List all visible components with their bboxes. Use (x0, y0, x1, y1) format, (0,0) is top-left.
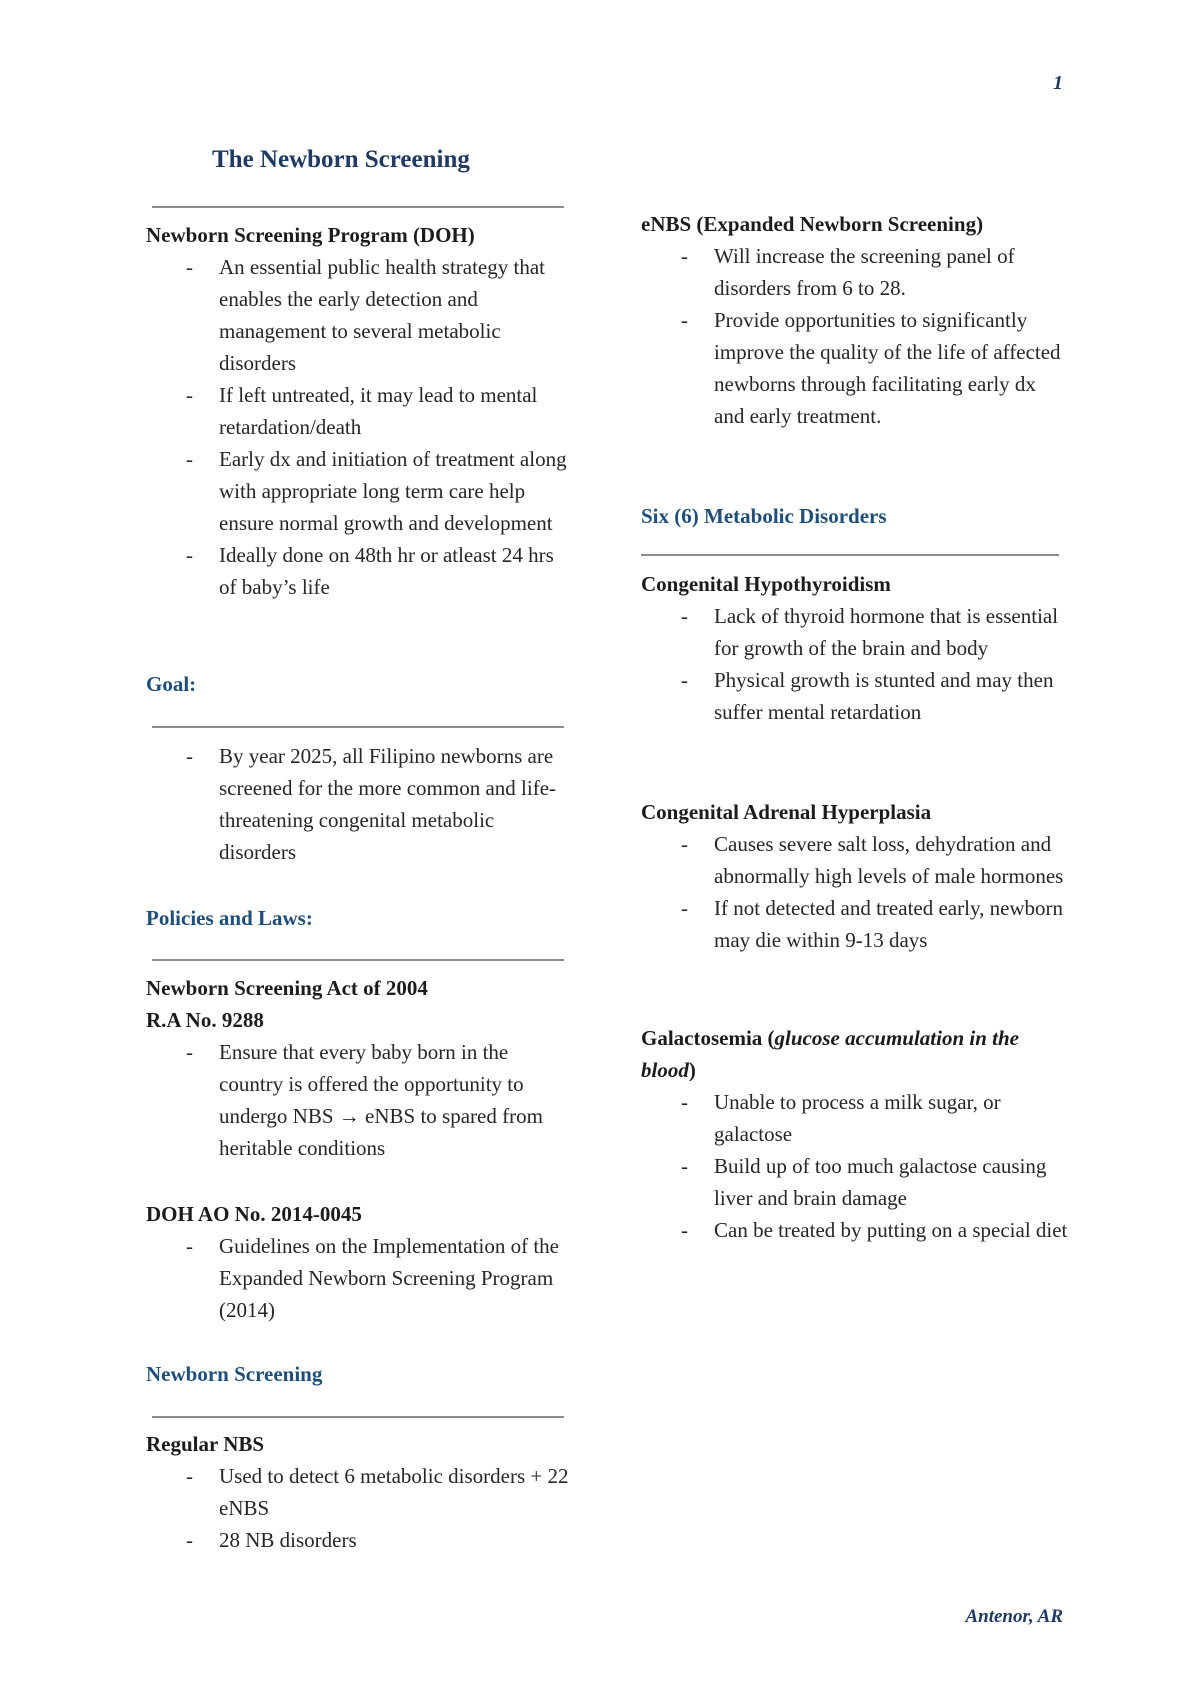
galactosemia-list (641, 1086, 1071, 1246)
program-list (146, 251, 576, 603)
goal-heading: Goal: (146, 672, 197, 696)
galactosemia-heading-close: ) (688, 1058, 696, 1082)
six-heading: Six (6) Metabolic Disorders (641, 504, 887, 528)
act-heading: Newborn Screening Act of 2004 (146, 976, 428, 1000)
goal-divider (152, 726, 564, 728)
hypothyroidism-heading: Congenital Hypothyroidism (641, 572, 891, 596)
policies-heading: Policies and Laws: (146, 906, 313, 930)
enbs-section (641, 208, 1071, 432)
galactosemia-heading-italic: glucose accumulation in the blood (641, 1026, 1019, 1082)
regular-nbs-heading: Regular NBS (146, 1432, 265, 1456)
page-number: 1 (1053, 72, 1063, 94)
footer-author: Antenor, AR (965, 1606, 1063, 1627)
ao-list (146, 1230, 576, 1326)
galactosemia-section (641, 1022, 1071, 1246)
document-title: The Newborn Screening (212, 146, 470, 173)
enbs-list (641, 240, 1071, 432)
list-item: - Will increase the screening panel of disorders from 6 to 28. (641, 240, 1071, 304)
list-item: - Used to detect 6 metabolic disorders + 22 eNBS (146, 1460, 576, 1524)
regular-nbs-list (146, 1460, 576, 1556)
list-item: - If left untreated, it may lead to mental retardation/death (146, 379, 576, 443)
goal-list-block (146, 740, 576, 868)
galactosemia-heading (641, 1022, 1071, 1086)
list-item: - Causes severe salt loss, dehydration and abnormally high levels of male hormones (641, 828, 1071, 892)
list-item: - Provide opportunities to significantly improve the quality of the life of affected newborns through facilitating early dx and early treatment. (641, 304, 1071, 432)
list-item: - Physical growth is stunted and may then suffer mental retardation (641, 664, 1071, 728)
act-list (146, 1036, 576, 1164)
list-item: - By year 2025, all Filipino newborns are screened for the more common and life-threatening congenital metabolic disorders (146, 740, 576, 868)
list-item: - Lack of thyroid hormone that is essential for growth of the brain and body (641, 600, 1071, 664)
goal-list (146, 740, 576, 868)
act-subheading: R.A No. 9288 (146, 1008, 264, 1032)
policies-divider (152, 959, 564, 961)
adrenal-list (641, 828, 1071, 956)
screening-heading: Newborn Screening (146, 1362, 323, 1386)
adrenal-section (641, 796, 1071, 956)
goal-section (146, 668, 576, 700)
list-item: - Guidelines on the Implementation of the Expanded Newborn Screening Program (2014) (146, 1230, 576, 1326)
hypothyroidism-list (641, 600, 1071, 728)
program-heading: Newborn Screening Program (DOH) (146, 223, 475, 247)
list-item: - Early dx and initiation of treatment along with appropriate long term care help ensure normal growth and development (146, 443, 576, 539)
galactosemia-heading-main: Galactosemia ( (641, 1026, 775, 1050)
ao-heading: DOH AO No. 2014-0045 (146, 1202, 362, 1226)
title-divider (152, 206, 564, 208)
hypothyroidism-section (641, 568, 1071, 728)
list-item: - Ensure that every baby born in the country is offered the opportunity to undergo NBS → eNBS to spared from heritable conditions (146, 1036, 576, 1164)
list-item: - 28 NB disorders (146, 1524, 576, 1556)
screening-section (146, 1358, 576, 1390)
ao-section (146, 1198, 576, 1326)
adrenal-heading: Congenital Adrenal Hyperplasia (641, 800, 932, 824)
act-section (146, 972, 576, 1164)
list-item: - An essential public health strategy that enables the early detection and management to several metabolic disorders (146, 251, 576, 379)
list-item: - If not detected and treated early, newborn may die within 9-13 days (641, 892, 1071, 956)
six-section (641, 500, 1071, 532)
screening-divider (152, 1416, 564, 1418)
six-divider (641, 554, 1059, 556)
program-section (146, 219, 576, 603)
enbs-heading: eNBS (Expanded Newborn Screening) (641, 212, 984, 236)
regular-nbs-section (146, 1428, 576, 1556)
list-item: - Can be treated by putting on a special diet (641, 1214, 1071, 1246)
list-item: - Ideally done on 48th hr or atleast 24 hrs of baby’s life (146, 539, 576, 603)
list-item: - Unable to process a milk sugar, or galactose (641, 1086, 1071, 1150)
list-item: - Build up of too much galactose causing liver and brain damage (641, 1150, 1071, 1214)
policies-section (146, 902, 576, 934)
